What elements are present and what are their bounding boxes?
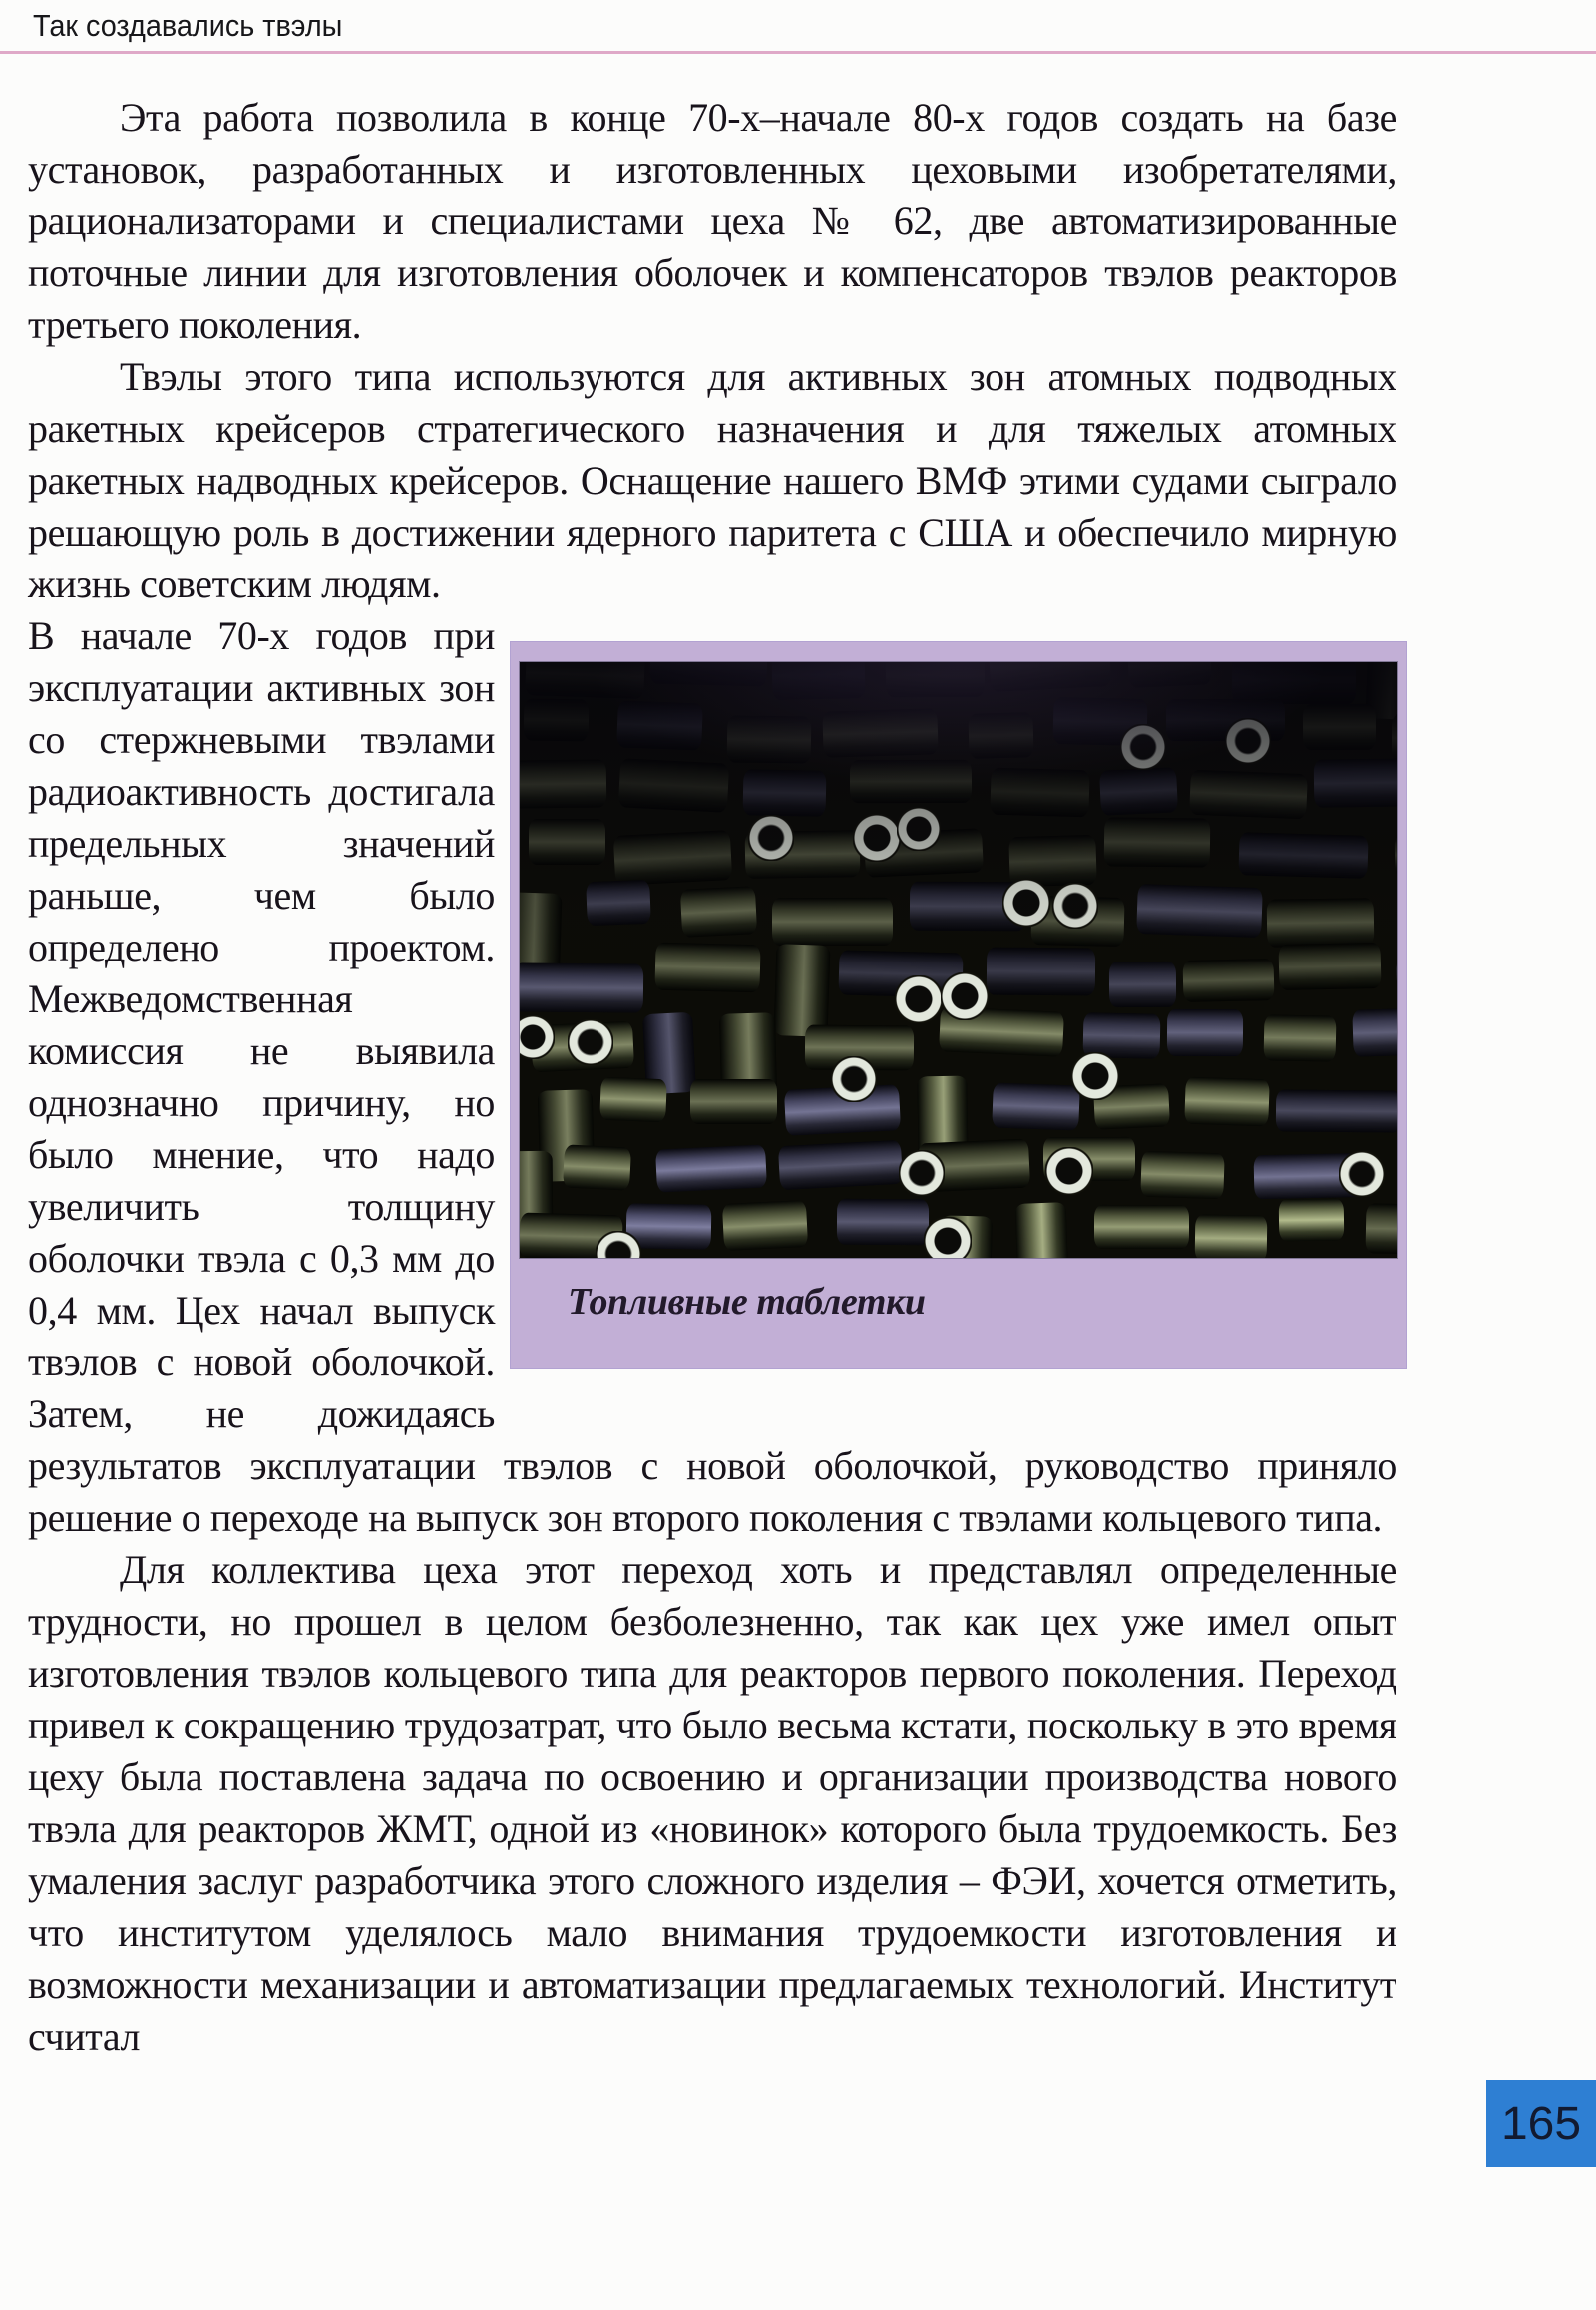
paragraph-3-text: В начале 70-х годов при эксплуатации активных зон со стержневыми твэлами радиоактивность достигала предельных значений раньше, чем было определено проектом. Межведомственная комиссия не выявила однозначно причину, но было мнение, что надо увеличить толщину оболочки твэла с 0,3 мм до 0,4 мм. Цех начал выпуск твэлов с новой оболочкой. Затем, не дожидаясь результатов эксплуатации твэлов с новой оболочкой, руководство приняло решение о переходе на выпуск зон второго поколения с твэлами кольцевого типа. — [28, 613, 1396, 1540]
paragraph-1: Эта работа позволила в конце 70-х–начале 80-х годов создать на базе установок, разработанных и изготовленных цеховыми изобретателями, рационализаторами и специалистами цеха № 62, две автоматизированные поточные линии для изготовления оболочек и компенсаторов твэлов реакторов третьего поколения. — [28, 95, 1396, 347]
page-number-badge — [1486, 2080, 1596, 2167]
body-text — [28, 92, 1396, 2063]
figure-caption: Топливные таблетки — [568, 1281, 926, 1323]
header-divider-rule — [0, 51, 1596, 54]
paragraph-2: Твэлы этого типа используются для активных зон атомных подводных ракетных крейсеров стратегического назначения и для тяжелых атомных ракетных надводных крейсеров. Оснащение нашего ВМФ этими судами сыграло решающую роль в достижении ядерного паритета с США и обеспечило мирную жизнь советским людям. — [28, 354, 1396, 606]
page-number: 165 — [1500, 2097, 1582, 2150]
fuel-pellets-photo — [520, 662, 1397, 1258]
paragraph-4: Для коллектива цеха этот переход хоть и представлял определенные трудности, но прошел в целом безболезненно, так как цех уже имел опыт изготовления твэлов кольцевого типа для реакторов первого поколения. Переход привел к сокращению трудозатрат, что было весьма кстати, поскольку в это время цеху была поставлена задача по освоению и организации производства нового твэла для реакторов ЖМТ, одной из «новинок» которого была трудоемкость. Без умаления заслуг разработчика этого сложного изделия – ФЭИ, хочется отметить, что институтом уделялось мало внимания трудоемкости изготовления и возможности механизации и автоматизации предлагаемых технологий. Институт считал — [28, 1547, 1396, 2059]
figure-fuel-pellets — [511, 642, 1406, 1368]
page-header-title: Так создавались твэлы — [33, 8, 343, 43]
